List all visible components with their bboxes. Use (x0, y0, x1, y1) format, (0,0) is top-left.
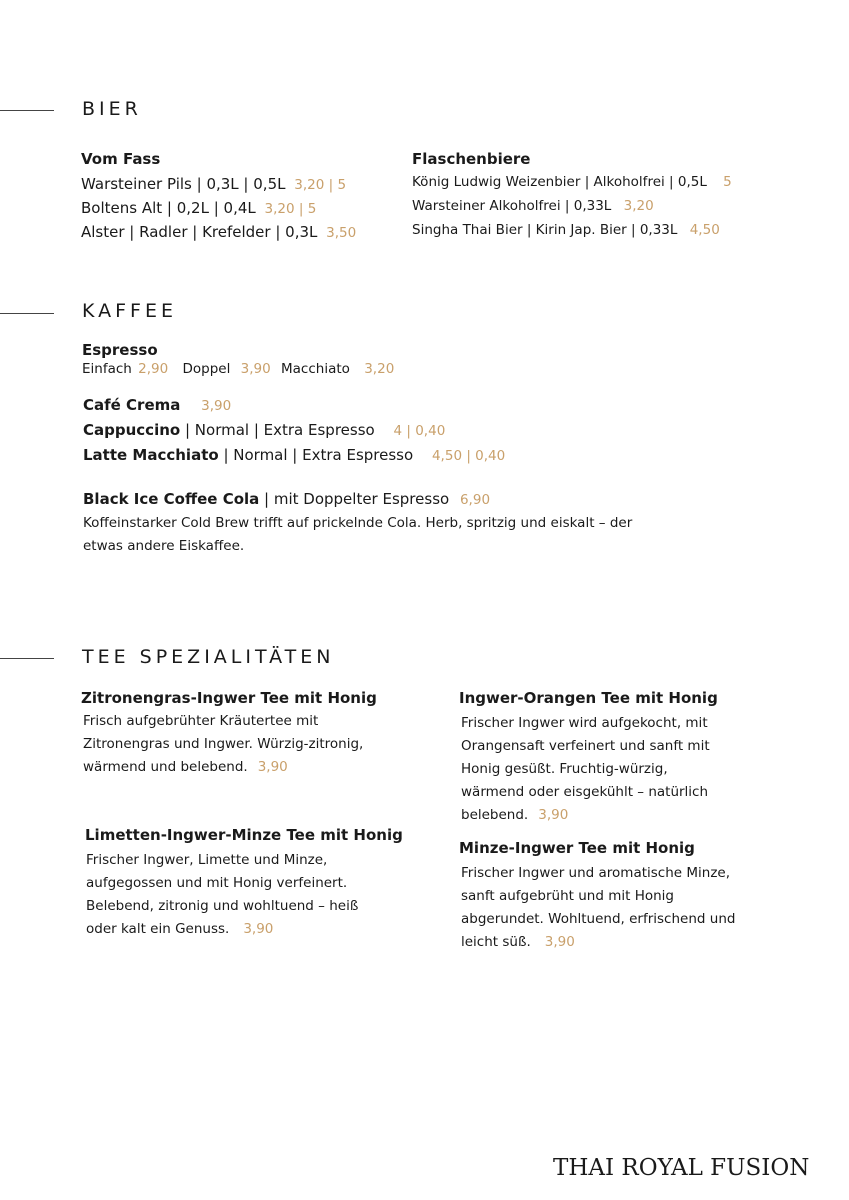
brand-logo-text: THAI ROYAL FUSION (553, 1155, 810, 1181)
item-price: 3,90 (201, 398, 232, 414)
item-price: 3,90 (538, 807, 569, 823)
item-price: 3,90 (243, 921, 274, 937)
tee-description (83, 710, 363, 779)
item-price: 3,90 (544, 934, 575, 950)
menu-item (412, 198, 654, 214)
tee-name: Minze-Ingwer Tee mit Honig (459, 839, 695, 857)
section-rule-kaffee (0, 313, 54, 314)
section-title-bier: BIER (82, 98, 142, 120)
description-line (86, 918, 358, 941)
einfach-price: 2,90 (138, 361, 169, 377)
section-rule-tee (0, 658, 54, 659)
description-line: Belebend, zitronig und wohltuend – heiß (86, 898, 359, 914)
item-name: Black Ice Coffee Cola (83, 490, 260, 508)
doppel-label: Doppel (182, 361, 231, 377)
item-name: Latte Macchiato (83, 446, 219, 464)
espresso-heading: Espresso (82, 341, 158, 359)
item-price: 3,20 | 5 (264, 201, 317, 217)
description-line: Frischer Ingwer wird aufgekocht, mit (461, 715, 708, 731)
description-line: Frischer Ingwer und aromatische Minze, (461, 865, 731, 881)
item-description: etwas andere Eiskaffee. (83, 538, 245, 554)
item-price: 3,90 (257, 759, 288, 775)
description-line: aufgegossen und mit Honig verfeinert. (86, 875, 348, 891)
menu-item (83, 421, 445, 439)
item-label: Singha Thai Bier | Kirin Jap. Bier | 0,33L (412, 222, 678, 238)
item-name: Café Crema (83, 396, 181, 414)
item-price: 5 (723, 174, 732, 190)
menu-item (412, 174, 732, 190)
description-line (83, 756, 363, 779)
menu-item (83, 446, 505, 464)
menu-item (81, 199, 316, 217)
description-line (461, 804, 710, 827)
menu-item (81, 175, 346, 193)
item-price: 6,90 (459, 492, 491, 508)
description-text: leicht süß. (461, 934, 531, 950)
item-price: 4,50 | 0,40 (431, 448, 506, 464)
description-line: Honig gesüßt. Fruchtig-würzig, (461, 761, 668, 777)
tee-description (461, 862, 735, 954)
item-price: 4 | 0,40 (393, 423, 446, 439)
item-label: König Ludwig Weizenbier | Alkoholfrei | 0,5L (412, 174, 707, 190)
description-line: Frischer Ingwer, Limette und Minze, (86, 852, 328, 868)
item-price: 3,20 (623, 198, 654, 214)
tee-description (461, 712, 710, 827)
menu-item (412, 222, 720, 238)
item-label: Warsteiner Pils | 0,3L | 0,5L (81, 175, 286, 193)
menu-item (81, 223, 356, 241)
item-price: 3,50 (326, 225, 357, 241)
doppel-price: 3,90 (240, 361, 271, 377)
description-line: Frisch aufgebrühter Kräutertee mit (83, 713, 319, 729)
item-label: Alster | Radler | Krefelder | 0,3L (81, 223, 318, 241)
espresso-options (82, 361, 394, 377)
description-text: wärmend und belebend. (83, 759, 248, 775)
item-price: 4,50 (689, 222, 720, 238)
item-description: Koffeinstarker Cold Brew trifft auf prickelnde Cola. Herb, spritzig und eiskalt – der (83, 515, 633, 531)
description-line: Orangensaft verfeinert und sanft mit (461, 738, 710, 754)
tee-name: Zitronengras-Ingwer Tee mit Honig (81, 689, 377, 707)
item-name: Cappuccino (83, 421, 181, 439)
description-line: sanft aufgebrüht und mit Honig (461, 888, 674, 904)
item-label: Boltens Alt | 0,2L | 0,4L (81, 199, 256, 217)
description-text: belebend. (461, 807, 529, 823)
item-options: | Normal | Extra Espresso (218, 446, 414, 464)
description-line: abgerundet. Wohltuend, erfrischend und (461, 911, 736, 927)
description-line (461, 931, 735, 954)
tee-name: Limetten-Ingwer-Minze Tee mit Honig (85, 826, 403, 844)
section-title-tee: TEE SPEZIALITÄTEN (82, 646, 335, 668)
item-options: | Normal | Extra Espresso (180, 421, 375, 439)
tee-name: Ingwer-Orangen Tee mit Honig (459, 689, 718, 707)
flaschenbiere-heading: Flaschenbiere (412, 150, 531, 168)
item-price: 3,20 | 5 (294, 177, 347, 193)
description-line: Zitronengras und Ingwer. Würzig-zitronig, (83, 736, 364, 752)
einfach-label: Einfach (82, 361, 132, 377)
macchiato-label: Macchiato (281, 361, 350, 377)
menu-item (83, 396, 231, 414)
macchiato-price: 3,20 (364, 361, 395, 377)
item-options: | mit Doppelter Espresso (259, 490, 450, 508)
section-rule-bier (0, 110, 54, 111)
section-title-kaffee: KAFFEE (82, 300, 177, 322)
description-text: oder kalt ein Genuss. (86, 921, 230, 937)
item-label: Warsteiner Alkoholfrei | 0,33L (412, 198, 612, 214)
description-line: wärmend oder eisgekühlt – natürlich (461, 784, 709, 800)
menu-item (83, 490, 490, 508)
vom-fass-heading: Vom Fass (81, 150, 161, 168)
tee-description (86, 849, 358, 941)
